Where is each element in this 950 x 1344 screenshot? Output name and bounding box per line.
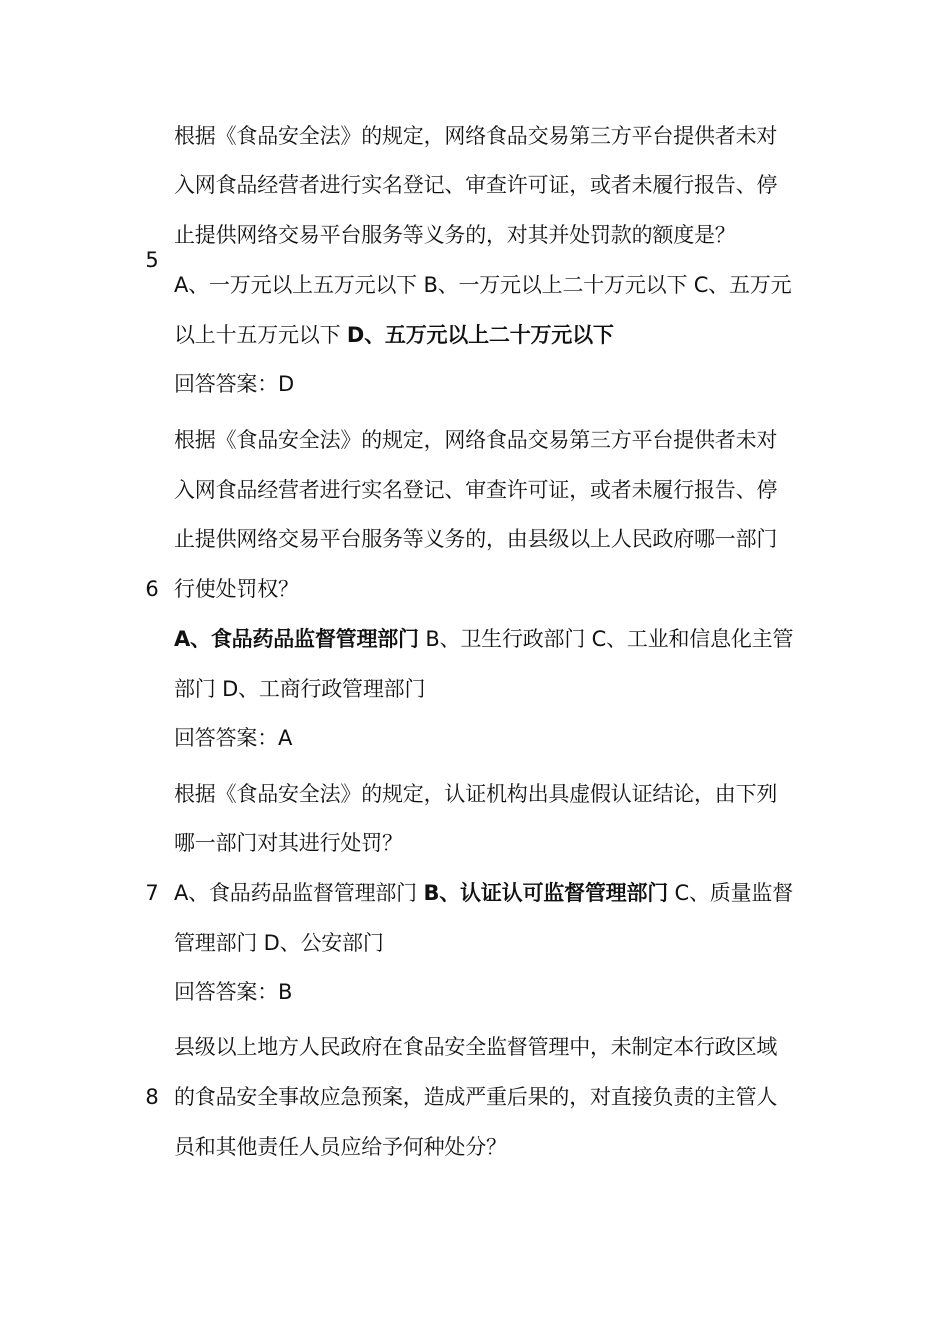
options-line bbox=[174, 625, 824, 653]
option-text: 以上十五万元以下 bbox=[174, 323, 347, 347]
question-number: 6 bbox=[145, 577, 159, 601]
option-text: B、卫生行政部门 C、工业和信息化主管 bbox=[418, 627, 794, 651]
question-text-line: 入网食品经营者进行实名登记、审查许可证，或者未履行报告、停 bbox=[174, 173, 778, 197]
answer-line: 回答答案：D bbox=[174, 372, 294, 396]
question-number: 5 bbox=[145, 248, 159, 272]
question-text-line: 县级以上地方人民政府在食品安全监督管理中，未制定本行政区域 bbox=[174, 1035, 778, 1059]
answer-line: 回答答案：A bbox=[174, 726, 293, 750]
question-text-line: 根据《食品安全法》的规定，网络食品交易第三方平台提供者未对 bbox=[174, 124, 778, 148]
options-line: A、一万元以上五万元以下 B、一万元以上二十万元以下 C、五万元 bbox=[174, 273, 792, 297]
question-text-line: 行使处罚权？ bbox=[174, 577, 299, 601]
options-line: 部门 D、工商行政管理部门 bbox=[174, 677, 426, 701]
question-text-line: 止提供网络交易平台服务等义务的，对其并处罚款的额度是？ bbox=[174, 223, 736, 247]
correct-option: A、食品药品监督管理部门 bbox=[174, 627, 419, 651]
correct-option: B、认证认可监督管理部门 bbox=[423, 881, 669, 905]
question-text-line: 哪一部门对其进行处罚？ bbox=[174, 831, 403, 855]
option-text: C、质量监督 bbox=[668, 881, 794, 905]
question-text-line: 的食品安全事故应急预案，造成严重后果的，对直接负责的主管人 bbox=[174, 1085, 778, 1109]
question-number: 8 bbox=[145, 1085, 159, 1109]
options-line bbox=[174, 879, 824, 907]
question-text-line: 员和其他责任人员应给予何种处分？ bbox=[174, 1135, 507, 1159]
options-line bbox=[174, 321, 824, 349]
option-text: A、食品药品监督管理部门 bbox=[174, 881, 424, 905]
answer-line: 回答答案：B bbox=[174, 980, 293, 1004]
correct-option: D、五万元以上二十万元以下 bbox=[346, 323, 614, 347]
question-number: 7 bbox=[145, 881, 159, 905]
options-line: 管理部门 D、公安部门 bbox=[174, 931, 384, 955]
question-text-line: 根据《食品安全法》的规定，网络食品交易第三方平台提供者未对 bbox=[174, 428, 778, 452]
question-text-line: 入网食品经营者进行实名登记、审查许可证，或者未履行报告、停 bbox=[174, 478, 778, 502]
question-text-line: 止提供网络交易平台服务等义务的，由县级以上人民政府哪一部门 bbox=[174, 527, 778, 551]
question-text-line: 根据《食品安全法》的规定，认证机构出具虚假认证结论，由下列 bbox=[174, 782, 778, 806]
